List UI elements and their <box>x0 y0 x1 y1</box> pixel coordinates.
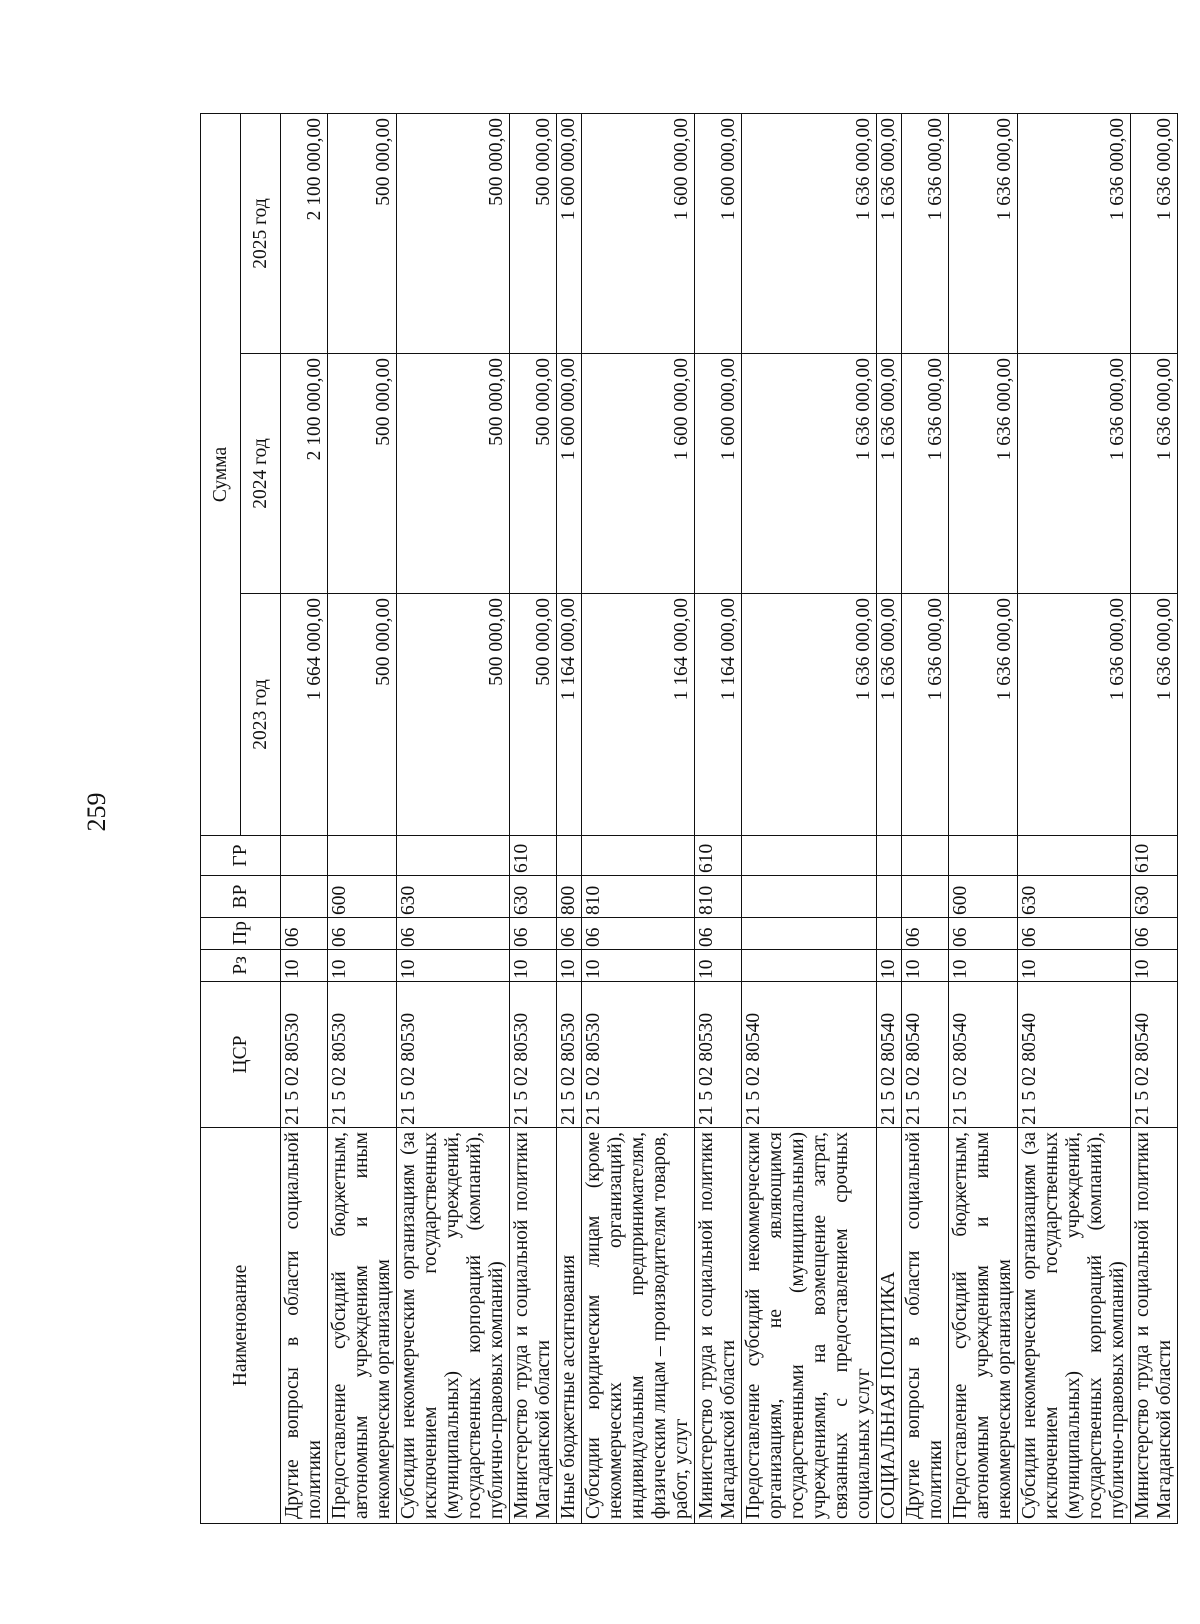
cell-pr: 06 <box>281 918 328 950</box>
cell-y2024: 500 000,00 <box>510 354 557 594</box>
header-2023: 2023 год <box>241 594 281 836</box>
cell-pr <box>742 918 877 950</box>
cell-y2025: 500 000,00 <box>397 114 510 354</box>
cell-name: Субсидии некоммерческим организациям (за исключением государственных (муниципальных) учреждений, государственных корпораций (компаний), публично-правовых компаний) <box>1018 1128 1131 1524</box>
cell-y2024: 1 600 000,00 <box>557 354 582 594</box>
cell-y2025: 500 000,00 <box>328 114 397 354</box>
cell-rz: 10 <box>328 950 397 982</box>
table-row <box>510 114 557 1524</box>
header-pr: Пр <box>201 918 281 950</box>
cell-csr: 21 5 02 80530 <box>281 982 328 1128</box>
cell-vr: 600 <box>949 876 1018 918</box>
cell-y2024: 1 636 000,00 <box>949 354 1018 594</box>
cell-y2025: 1 636 000,00 <box>1131 114 1178 354</box>
cell-gr <box>281 836 328 876</box>
cell-gr: 610 <box>510 836 557 876</box>
cell-y2025: 1 636 000,00 <box>902 114 949 354</box>
table-row <box>877 114 902 1524</box>
table-row <box>695 114 742 1524</box>
cell-rz: 10 <box>877 950 902 982</box>
header-vr: ВР <box>201 876 281 918</box>
cell-pr: 06 <box>557 918 582 950</box>
cell-name: СОЦИАЛЬНАЯ ПОЛИТИКА <box>877 1128 902 1524</box>
cell-y2025: 1 636 000,00 <box>877 114 902 354</box>
cell-rz <box>742 950 877 982</box>
cell-gr: 610 <box>695 836 742 876</box>
cell-gr <box>582 836 695 876</box>
cell-gr <box>1018 836 1131 876</box>
cell-csr: 21 5 02 80540 <box>877 982 902 1128</box>
cell-y2023: 1 164 000,00 <box>695 594 742 836</box>
table-row <box>1131 114 1178 1524</box>
cell-pr <box>877 918 902 950</box>
table-row <box>582 114 695 1524</box>
header-csr: ЦСР <box>201 982 281 1128</box>
cell-gr <box>397 836 510 876</box>
cell-csr: 21 5 02 80540 <box>902 982 949 1128</box>
cell-y2025: 500 000,00 <box>510 114 557 354</box>
cell-name: Другие вопросы в области социальной политики <box>281 1128 328 1524</box>
header-gr: ГР <box>201 836 281 876</box>
cell-gr <box>328 836 397 876</box>
page-number: 259 <box>82 792 111 832</box>
cell-vr <box>902 876 949 918</box>
cell-pr: 06 <box>1131 918 1178 950</box>
cell-vr: 630 <box>397 876 510 918</box>
cell-y2023: 1 164 000,00 <box>582 594 695 836</box>
table-row <box>328 114 397 1524</box>
cell-rz: 10 <box>902 950 949 982</box>
header-2025: 2025 год <box>241 114 281 354</box>
cell-csr: 21 5 02 80530 <box>695 982 742 1128</box>
cell-name: Министерство труда и социальной политики Магаданской области <box>695 1128 742 1524</box>
cell-pr: 06 <box>902 918 949 950</box>
cell-gr: 610 <box>1131 836 1178 876</box>
cell-vr: 630 <box>1131 876 1178 918</box>
cell-csr: 21 5 02 80530 <box>510 982 557 1128</box>
cell-y2023: 1 636 000,00 <box>877 594 902 836</box>
cell-rz: 10 <box>1131 950 1178 982</box>
rotated-table-wrapper <box>200 114 1175 1524</box>
cell-y2023: 1 636 000,00 <box>949 594 1018 836</box>
cell-rz: 10 <box>281 950 328 982</box>
cell-name: Иные бюджетные ассигнования <box>557 1128 582 1524</box>
cell-y2024: 1 636 000,00 <box>1018 354 1131 594</box>
cell-name: Предоставление субсидий бюджетным, автономным учреждениям и иным некоммерческим организациям <box>949 1128 1018 1524</box>
cell-csr: 21 5 02 80530 <box>557 982 582 1128</box>
cell-y2024: 1 600 000,00 <box>695 354 742 594</box>
cell-pr: 06 <box>397 918 510 950</box>
cell-y2024: 2 100 000,00 <box>281 354 328 594</box>
table-row <box>902 114 949 1524</box>
cell-vr: 800 <box>557 876 582 918</box>
cell-name: Субсидии некоммерческим организациям (за исключением государственных (муниципальных) учреждений, государственных корпораций (компаний), публично-правовых компаний) <box>397 1128 510 1524</box>
cell-vr <box>877 876 902 918</box>
cell-y2025: 1 636 000,00 <box>949 114 1018 354</box>
cell-y2024: 1 636 000,00 <box>902 354 949 594</box>
cell-y2024: 1 600 000,00 <box>582 354 695 594</box>
cell-y2025: 1 600 000,00 <box>557 114 582 354</box>
cell-vr: 810 <box>695 876 742 918</box>
cell-y2023: 1 636 000,00 <box>902 594 949 836</box>
header-rz: Рз <box>201 950 281 982</box>
cell-y2024: 1 636 000,00 <box>1131 354 1178 594</box>
cell-rz: 10 <box>695 950 742 982</box>
cell-rz: 10 <box>510 950 557 982</box>
header-2024: 2024 год <box>241 354 281 594</box>
cell-csr: 21 5 02 80540 <box>949 982 1018 1128</box>
cell-vr: 600 <box>328 876 397 918</box>
cell-y2023: 500 000,00 <box>510 594 557 836</box>
cell-y2023: 500 000,00 <box>397 594 510 836</box>
cell-pr: 06 <box>328 918 397 950</box>
budget-table <box>200 113 1178 1524</box>
cell-csr: 21 5 02 80540 <box>1018 982 1131 1128</box>
cell-vr <box>281 876 328 918</box>
cell-gr <box>557 836 582 876</box>
table-header <box>201 114 281 1524</box>
cell-y2023: 1 164 000,00 <box>557 594 582 836</box>
cell-y2024: 1 636 000,00 <box>877 354 902 594</box>
cell-y2023: 1 636 000,00 <box>742 594 877 836</box>
cell-rz: 10 <box>582 950 695 982</box>
cell-csr: 21 5 02 80530 <box>582 982 695 1128</box>
cell-y2024: 1 636 000,00 <box>742 354 877 594</box>
cell-gr <box>902 836 949 876</box>
table-row <box>742 114 877 1524</box>
cell-gr <box>742 836 877 876</box>
table-body <box>281 114 1178 1524</box>
cell-csr: 21 5 02 80530 <box>397 982 510 1128</box>
cell-y2025: 1 636 000,00 <box>1018 114 1131 354</box>
cell-vr: 810 <box>582 876 695 918</box>
cell-rz: 10 <box>949 950 1018 982</box>
cell-y2023: 500 000,00 <box>328 594 397 836</box>
cell-csr: 21 5 02 80530 <box>328 982 397 1128</box>
cell-y2023: 1 664 000,00 <box>281 594 328 836</box>
cell-name: Предоставление субсидий некоммерческим организациям, не являющимся государственными (муниципальными) учреждениями, на возмещение затрат, связанных с предоставлением срочных социальных услуг <box>742 1128 877 1524</box>
cell-pr: 06 <box>582 918 695 950</box>
table-row <box>557 114 582 1524</box>
cell-rz: 10 <box>557 950 582 982</box>
cell-y2023: 1 636 000,00 <box>1131 594 1178 836</box>
cell-rz: 10 <box>1018 950 1131 982</box>
table-row <box>397 114 510 1524</box>
cell-y2024: 500 000,00 <box>328 354 397 594</box>
cell-name: Предоставление субсидий бюджетным, автономным учреждениям и иным некоммерческим организациям <box>328 1128 397 1524</box>
cell-name: Субсидии юридическим лицам (кроме некоммерческих организаций), индивидуальным предпринимателям, физическим лицам – производителям товаров, работ, услуг <box>582 1128 695 1524</box>
cell-rz: 10 <box>397 950 510 982</box>
table-row <box>1018 114 1131 1524</box>
cell-name: Министерство труда и социальной политики Магаданской области <box>1131 1128 1178 1524</box>
cell-vr: 630 <box>510 876 557 918</box>
cell-y2023: 1 636 000,00 <box>1018 594 1131 836</box>
table-row <box>949 114 1018 1524</box>
cell-gr <box>949 836 1018 876</box>
cell-pr: 06 <box>510 918 557 950</box>
cell-gr <box>877 836 902 876</box>
cell-y2025: 1 600 000,00 <box>582 114 695 354</box>
header-sum: Сумма <box>201 114 241 836</box>
cell-csr: 21 5 02 80540 <box>1131 982 1178 1128</box>
cell-pr: 06 <box>1018 918 1131 950</box>
cell-name: Министерство труда и социальной политики Магаданской области <box>510 1128 557 1524</box>
table-row <box>281 114 328 1524</box>
header-name: Наименование <box>201 1128 281 1524</box>
cell-pr: 06 <box>695 918 742 950</box>
cell-vr: 630 <box>1018 876 1131 918</box>
cell-y2024: 500 000,00 <box>397 354 510 594</box>
cell-y2025: 1 600 000,00 <box>695 114 742 354</box>
cell-name: Другие вопросы в области социальной политики <box>902 1128 949 1524</box>
cell-y2025: 2 100 000,00 <box>281 114 328 354</box>
cell-pr: 06 <box>949 918 1018 950</box>
cell-y2025: 1 636 000,00 <box>742 114 877 354</box>
cell-vr <box>742 876 877 918</box>
cell-csr: 21 5 02 80540 <box>742 982 877 1128</box>
